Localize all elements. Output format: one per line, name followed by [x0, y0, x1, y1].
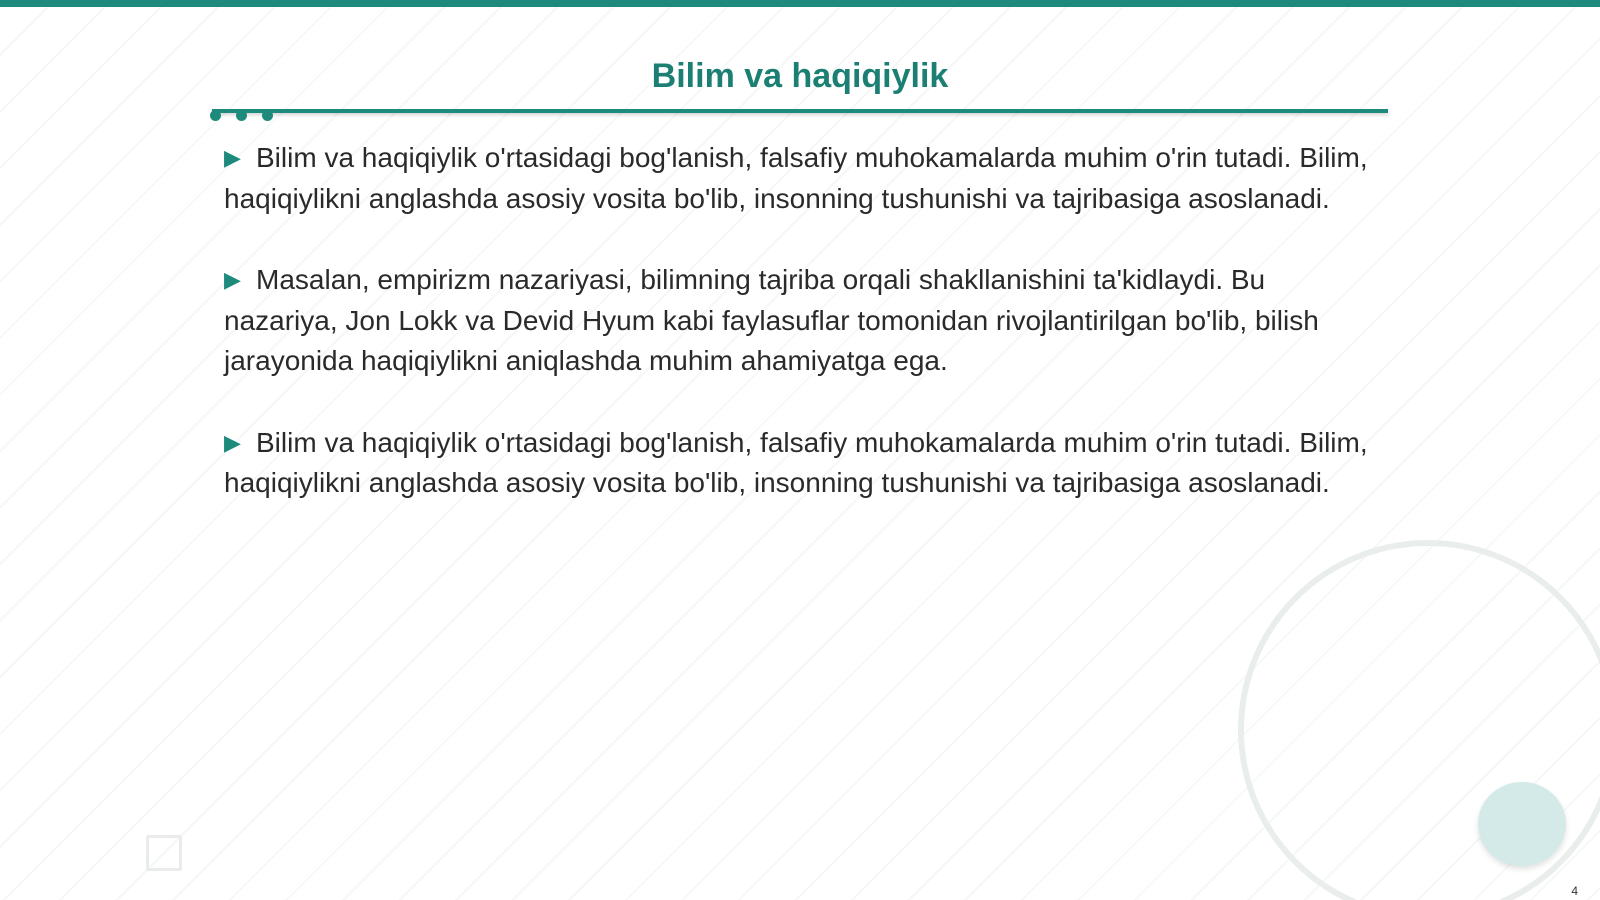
triangle-bullet-icon: ▶ — [224, 429, 241, 455]
slide-title: Bilim va haqiqiylik — [651, 57, 949, 95]
rule-dot-3 — [262, 110, 273, 121]
bullet-text: Masalan, empirizm nazariyasi, bilimning tajriba orqali shakllanishini ta'kidlaydi. Bu nazariya, Jon Lokk va Devid Hyum kabi faylasuflar tomonidan rivojlantirilgan bo'lib, bilish jarayonida haqiqiylikni aniqlashda muhim ahamiyatga ega. — [224, 264, 1319, 376]
rule-dot-2 — [236, 110, 247, 121]
bullet-text: Bilim va haqiqiylik o'rtasidagi bog'lanish, falsafiy muhokamalarda muhim o'rin tutadi. Bilim, haqiqiylikni anglashda asosiy vosita bo'lib, insonning tushunishi va tajribasiga asoslanadi. — [224, 142, 1368, 214]
bullet-item — [224, 138, 1374, 219]
top-accent-bar — [0, 0, 1600, 7]
triangle-bullet-icon: ▶ — [224, 145, 241, 170]
bullet-text: Bilim va haqiqiylik o'rtasidagi bog'lanish, falsafiy muhokamalarda muhim o'rin tutadi. Bilim, haqiqiylikni anglashda asosiy vosita bo'lib, insonning tushunishi va tajribasiga asoslanadi. — [224, 426, 1368, 498]
decorative-circle — [1478, 782, 1566, 866]
bullet-list — [224, 138, 1374, 545]
bullet-item — [224, 260, 1374, 382]
page-number: 4 — [1571, 884, 1578, 898]
triangle-bullet-icon: ▶ — [224, 267, 241, 292]
bullet-item — [224, 423, 1374, 504]
rule-dot-1 — [210, 110, 221, 121]
decorative-square — [146, 835, 182, 871]
title-underline — [212, 109, 1388, 113]
